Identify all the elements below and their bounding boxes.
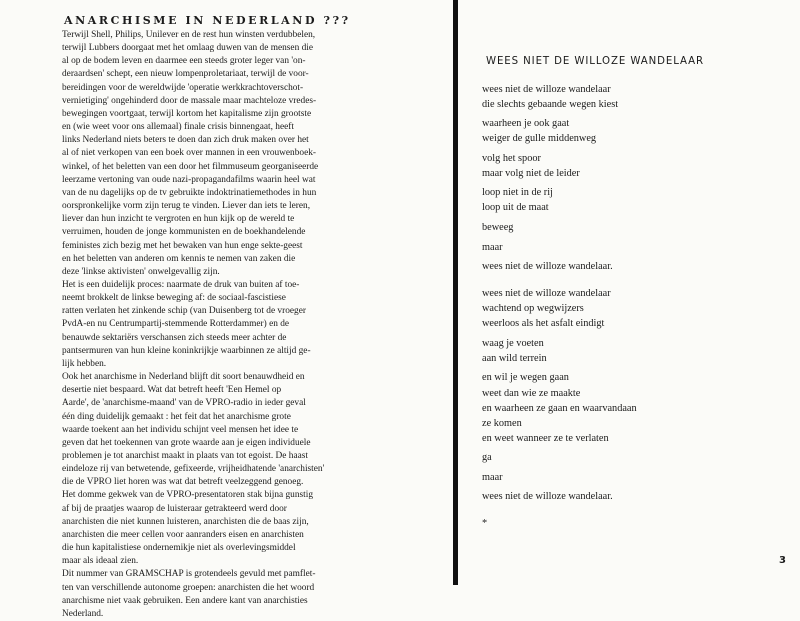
poem-line: maar: [482, 472, 503, 483]
article-line: Dit nummer van GRAMSCHAP is grotendeels gevuld met pamflet-: [62, 569, 316, 580]
poem-line: weet dan wie ze maakte: [482, 388, 581, 399]
article-line: en (wie weet voor ons allemaal) finale crisis binnengaat, heeft: [62, 122, 294, 133]
article-line: feministes zich bezig met het bewaken van hun enge sekte-geest: [62, 240, 303, 251]
article-line: waarde toekent aan het individu schijnt veel mensen het idee te: [62, 424, 299, 435]
poem-line: loop uit de maat: [482, 202, 549, 213]
poem-line: en weet wanneer ze te verlaten: [482, 433, 609, 444]
article-line: PvdA-en nu Centrumpartij-stemmende Rotterdammer) en de: [62, 319, 290, 330]
article-line: ten van verschillende autonome groepen: anarchisten die het woord: [62, 582, 315, 593]
article-line: ratten verlaten het zinkende schip (van Duisenberg tot de vroeger: [62, 306, 306, 317]
article-line: af bij de praatjes waarop de luisteraar getrakteerd werd door: [62, 503, 287, 514]
poem-line: en waarheen ze gaan en waarvandaan: [482, 403, 637, 414]
poem-title: WEES NIET DE WILLOZE WANDELAAR: [486, 56, 705, 67]
article-line: bereidingen voor de wereldwijde 'operatie werkkrachtoverschot-: [62, 82, 304, 93]
article-line: vernietiging' ongehinderd door de massale maar machteloze vredes-: [62, 95, 317, 106]
poem-line: maar: [482, 242, 503, 253]
article-line: liever dan hun inzicht te vergroten en hun kijk op de wereld te: [62, 214, 295, 225]
article-line: anarchisten die meer cellen voor aanranders eisen en anarchisten: [62, 529, 304, 540]
article-line: anarchisten die niet kunnen luisteren, anarchisten die de baas zijn,: [62, 516, 309, 527]
article-line: terwijl Lubbers doorgaat met het omlaag duwen van de mensen die: [62, 43, 313, 54]
poem-line: en wil je wegen gaan: [482, 372, 569, 383]
article-line: maar als ideaal zien.: [62, 556, 139, 567]
poem-line: wees niet de willoze wandelaar.: [482, 491, 613, 502]
poem-line: weerloos als het asfalt eindigt: [482, 318, 605, 329]
page-number: 3: [779, 555, 786, 566]
poem-line: ga: [482, 452, 492, 463]
page-fold-divider: [453, 0, 458, 585]
article-line: die hun kapitalistiese ondernemikje niet als overlevingsmiddel: [62, 543, 296, 554]
article-line: Aarde', de 'anarchisme-maand' van de VPRO-radio in ieder geval: [62, 398, 306, 409]
article-line: Het is een duidelijk proces: naarmate de druk van buiten af toe-: [62, 279, 300, 290]
article-line: neemt brokkelt de linkse beweging af: de sociaal-fascistiese: [62, 293, 286, 304]
article-body: [62, 29, 450, 621]
article-line: geven dat het toekennen van grote waarde aan je eigen individuele: [62, 437, 311, 448]
article-line: bewegingen voortgaat, terwijl kortom het kapitalisme zijn grootste: [62, 108, 312, 119]
article-line: pantsermuren van hun kleine koninkrijkje waarbinnen ze altijd ge-: [62, 345, 311, 356]
poem-line: wees niet de willoze wandelaar: [482, 288, 611, 299]
article-line: die de VPRO liet horen was wat dat betreft veelzeggend genoeg.: [62, 477, 304, 488]
poem-line: wees niet de willoze wandelaar: [482, 84, 611, 95]
poem-line: ze komen: [482, 418, 522, 429]
article-line: al op de bodem leven en daarmee een steeds groter leger van 'on-: [62, 56, 306, 67]
poem-line: aan wild terrein: [482, 353, 547, 364]
article-line: anarchisme niet vaak gebruiken. Een andere kant van anarchisties: [62, 595, 308, 606]
article-title: ANARCHISME IN NEDERLAND ???: [64, 14, 351, 27]
article-line: benauwde sektariërs verschansen zich steeds meer achter de: [62, 332, 287, 343]
article-line: Het domme gekwek van de VPRO-presentatoren stak bijna gunstig: [62, 490, 314, 501]
article-line: leerzame vertoning van oude nazi-propagandafilms waarin heel wat: [62, 174, 316, 185]
article-line: verruimen, houden de jonge kommunisten en de boekhandelende: [62, 227, 306, 238]
article-line: al of niet verkopen van een boek over mannen in een vrouwenboek-: [62, 148, 317, 159]
poem-line: maar volg niet de leider: [482, 168, 580, 179]
article-line: Nederland.: [62, 608, 104, 619]
poem-line: waarheen je ook gaat: [482, 118, 570, 129]
poem-line: beweeg: [482, 222, 514, 233]
right-page: [482, 0, 782, 585]
article-line: Terwijl Shell, Philips, Unilever en de rest hun winsten verdubbelen,: [62, 30, 316, 40]
poem-line: *: [482, 518, 488, 529]
poem-line: waag je voeten: [482, 338, 544, 349]
article-line: deraardsen' schept, een nieuw lompenproletariaat, terwijl de voor-: [62, 69, 309, 80]
article-line: eindeloze rij van betwetende, gefixeerde, vrijheidhatende 'anarchisten': [62, 464, 325, 475]
article-line: desertie niet bespaard. Wat dat betreft heeft 'Een Hemel op: [62, 385, 282, 396]
poem-line: loop niet in de rij: [482, 187, 553, 198]
article-line: één ding duidelijk gemaakt : het feit dat het anarchisme grote: [62, 411, 291, 422]
left-page: [62, 14, 450, 621]
article-line: Ook het anarchisme in Nederland blijft dit soort benauwdheid en: [62, 372, 305, 383]
article-line: winkel, of het beletten van een door het filmmuseum georganiseerde: [62, 161, 319, 172]
article-line: van de nu dagelijks op de tv gebruikte indoktrinatiemethodes in hun: [62, 187, 317, 198]
poem-line: volg het spoor: [482, 153, 541, 164]
article-line: links Nederland niets beters te doen dan zich druk maken over het: [62, 135, 309, 146]
poem-line: wees niet de willoze wandelaar.: [482, 261, 613, 272]
poem-line: die slechts gebaande wegen kiest: [482, 99, 619, 110]
article-line: deze 'linkse aktivisten' onwelgevallig zijn.: [62, 266, 220, 277]
article-line: oorspronkelijke vorm zijn terug te vinden. Liever dan iets te leren,: [62, 201, 311, 212]
poem-line: weiger de gulle middenweg: [482, 133, 597, 144]
poem-line: wachtend op wegwijzers: [482, 303, 584, 314]
article-line: lijk hebben.: [62, 358, 107, 369]
article-line: en het beletten van anderen om kennis te nemen van zaken die: [62, 253, 296, 264]
article-line: problemen je tot anarchist maakt in plaats van tot egoist. De haast: [62, 451, 308, 461]
